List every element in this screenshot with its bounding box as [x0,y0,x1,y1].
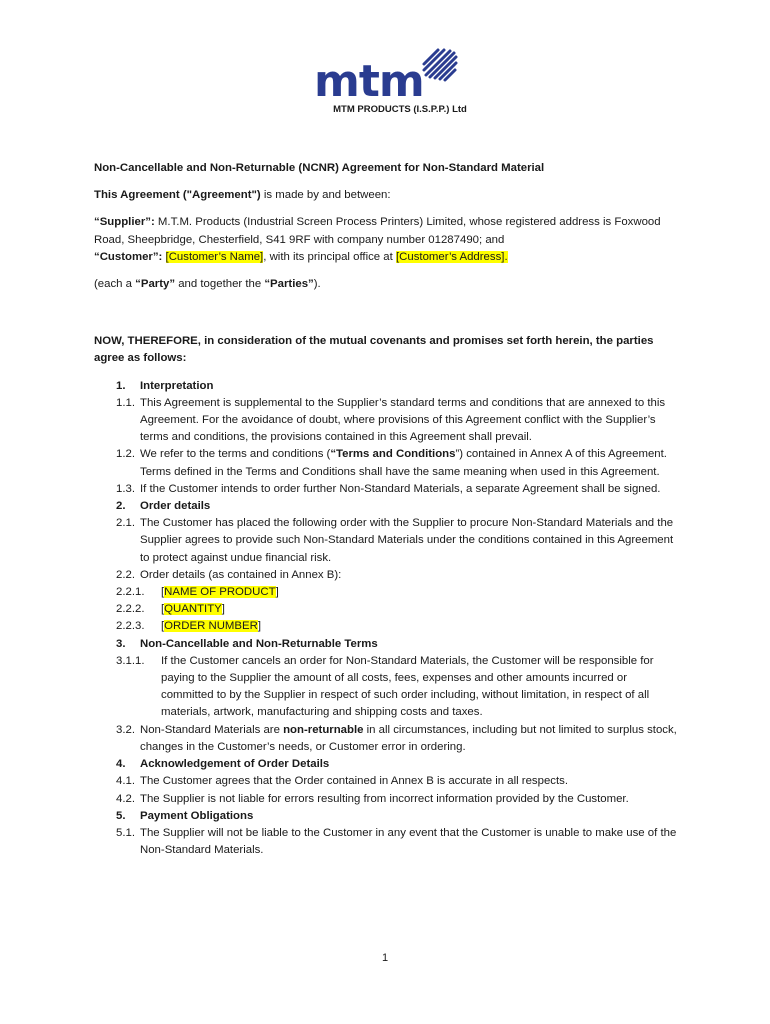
clause-number: 5.1. [116,826,135,839]
party-term: “Party” [135,278,176,291]
clause-text: This Agreement is supplemental to the Supplier’s standard terms and conditions that are annexed to this Agreement. For the avoidance of doubt, where provisions of this Agreement conflict with the Supplier’s terms and conditions, the provisions contained in this Agreement shall prevail. [140,396,666,444]
logo-stripes-icon [418,44,458,86]
supplier-label: “Supplier”: [94,216,155,229]
section-title: Non-Cancellable and Non-Returnable Terms [140,637,378,650]
clause-2-2-2 [116,601,680,618]
supplier-text: M.T.M. Products (Industrial Screen Process Printers) Limited, whose registered address is Foxwood Road, Sheepbridge, Chesterfield, S41 9RF with company number 01287490; and [94,216,661,246]
clause-5-1 [116,825,680,859]
document-body [94,160,680,859]
customer-label: “Customer”: [94,250,163,263]
quantity-placeholder: QUANTITY [164,603,222,616]
section-number: 1. [116,379,126,392]
section-number: 3. [116,637,126,650]
defined-term: “Terms and Conditions [330,448,456,461]
defined-term: non-returnable [283,723,364,736]
company-logo [300,40,500,120]
clause-number: 3.1.1. [116,654,145,667]
order-detail: [QUANTITY] [161,603,225,616]
clauses [94,378,680,860]
clause-4-2 [116,791,680,808]
parties-term: “Parties” [264,278,314,291]
intro-rest: is made by and between: [260,189,391,202]
clause-number: 2.2. [116,568,135,581]
clause-1-2 [116,446,680,480]
customer-mid: , with its principal office at [263,250,396,263]
clause-3-2 [116,722,680,756]
intro-paragraph [94,187,680,204]
clause-text: The Customer has placed the following order with the Supplier to procure Non-Standard Materials and the Supplier agrees to provide such Non-Standard Materials under the conditions contained in this Agreement to protect against undue financial risk. [140,517,674,564]
section-5-heading [116,808,680,825]
order-number-placeholder: ORDER NUMBER [164,620,258,633]
clause-text [140,446,680,480]
clause-2-2 [116,567,680,584]
clause-2-2-1 [116,584,680,601]
clause-text: If the Customer intends to order further Non-Standard Materials, a separate Agreement shall be signed. [140,482,661,495]
clause-number: 2.2.2. [116,603,145,616]
clause-2-2-3 [116,618,680,635]
clause-number: 2.2.3. [116,620,145,633]
clause-number: 1.2. [116,448,135,461]
clause-text-pre: We refer to the terms and conditions ( [140,448,331,461]
clause-text: The Customer agrees that the Order contained in Annex B is accurate in all respects. [140,775,569,788]
supplier-paragraph [94,214,680,266]
section-title: Payment Obligations [140,809,254,822]
clause-4-1 [116,773,680,790]
section-number: 4. [116,758,126,771]
order-detail: [NAME OF PRODUCT] [161,586,279,599]
clause-number: 2.2.1. [116,586,145,599]
clause-number: 4.1. [116,775,135,788]
clause-text: The Supplier will not be liable to the Customer in any event that the Customer is unable to make use of the Non-Standard Materials. [140,826,677,857]
section-4-heading [116,756,680,773]
parties-mid: and together the [175,278,265,291]
section-3-heading [116,636,680,653]
clause-text-post: ”) contained in Annex A of this Agreement. Terms defined in the Terms and Conditions shall have the same meaning when used in this Agreement. [140,448,667,478]
company-name: MTM PRODUCTS (I.S.P.P.) Ltd [333,104,467,115]
section-1-heading [116,378,680,395]
section-number: 2. [116,500,126,513]
clause-number: 3.2. [116,723,135,736]
intro-bold: This Agreement ("Agreement") [94,189,261,202]
section-title: Interpretation [140,379,214,392]
customer-address-placeholder: [Customer’s Address]. [395,250,508,263]
section-title: Order details [140,500,211,513]
now-therefore-paragraph: NOW, THEREFORE, in consideration of the mutual covenants and promises set forth herein, the parties agree as follows: [94,335,654,365]
clause-number: 1.3. [116,482,135,495]
parties-pre: (each a [94,278,136,291]
order-detail: [ORDER NUMBER] [161,620,262,633]
product-name-placeholder: NAME OF PRODUCT [164,586,276,599]
section-2-heading [116,498,680,515]
section-number: 5. [116,809,126,822]
parties-paragraph [94,276,680,293]
parties-post: ). [313,278,321,291]
page-number: 1 [381,952,389,964]
clause-text: The Supplier is not liable for errors resulting from incorrect information provided by the Customer. [140,792,629,805]
logo-wordmark: mtm [314,56,424,107]
section-title: Acknowledgement of Order Details [140,758,330,771]
clause-text: If the Customer cancels an order for Non-Standard Materials, the Customer will be responsible for paying to the Supplier the amount of all costs, fees, expenses and other amounts incurred or committed to by the Supplier in respect of such order including, without limitation, in respect of all materials, artwork, manufacturing and shipping costs and taxes. [161,654,654,719]
clause-number: 4.2. [116,792,135,805]
clause-text [140,722,680,756]
clause-1-1 [116,395,680,447]
document-title: Non-Cancellable and Non-Returnable (NCNR) Agreement for Non-Standard Material [94,162,545,174]
clause-text-pre: Non-Standard Materials are [140,723,284,736]
clause-3-1-1 [116,653,680,722]
clause-1-3 [116,481,680,498]
clause-2-1 [116,515,680,567]
customer-name-placeholder: [Customer’s Name] [165,250,264,263]
clause-text: Order details (as contained in Annex B): [140,568,342,581]
clause-text-post: in all circumstances, including but not limited to surplus stock, changes in the Customer’s needs, or Customer error in ordering. [140,723,677,753]
clause-number: 2.1. [116,517,135,530]
clause-number: 1.1. [116,396,135,409]
